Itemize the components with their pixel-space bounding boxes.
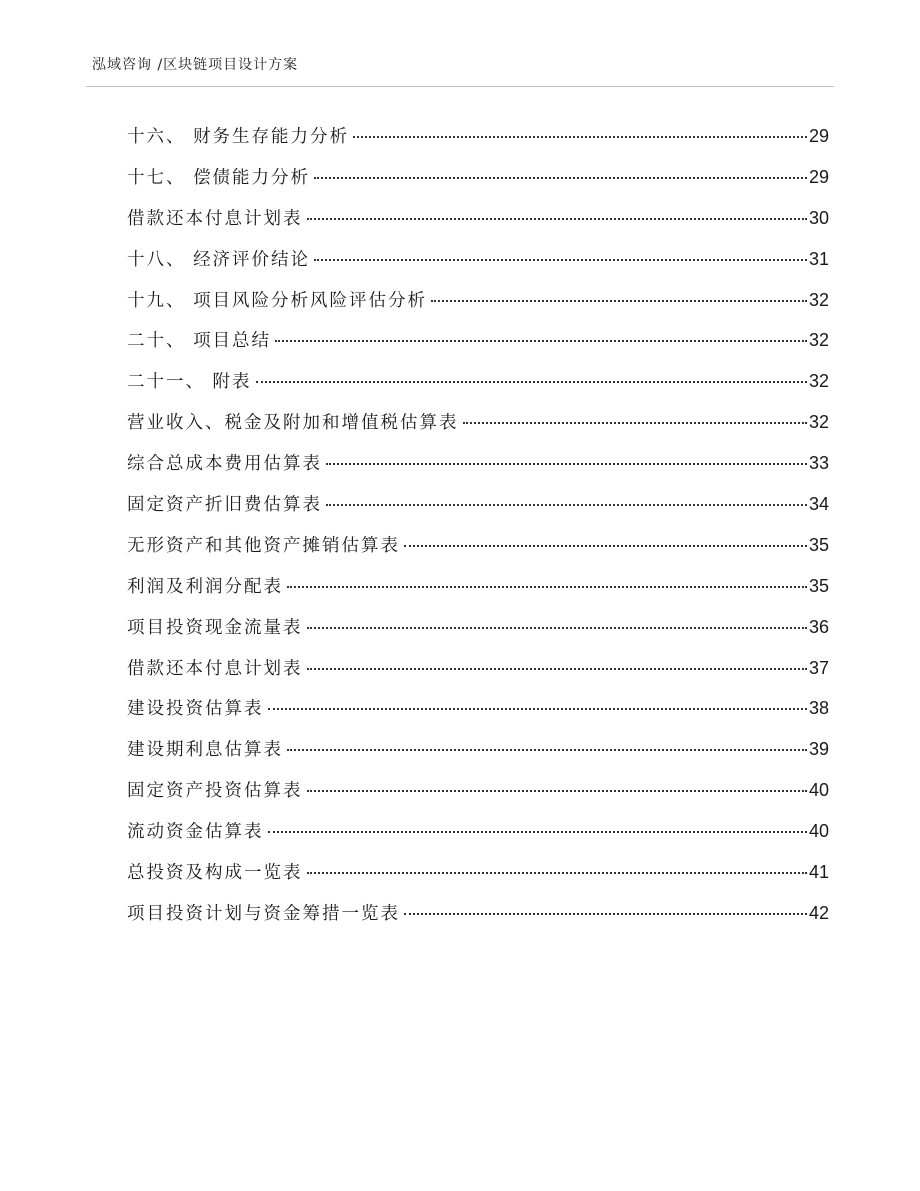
toc-entry[interactable] xyxy=(127,447,829,488)
page-header: 泓域咨询 /区块链项目设计方案 xyxy=(92,57,299,73)
toc-entry-page: 32 xyxy=(808,371,829,392)
toc-leader-dots xyxy=(404,545,807,547)
toc-entry-page: 32 xyxy=(808,289,829,310)
toc-entry-page: 37 xyxy=(808,657,829,678)
toc-entry[interactable] xyxy=(127,365,829,406)
toc-entry[interactable] xyxy=(127,611,829,652)
toc-entry-title: 借款还本付息计划表 xyxy=(127,208,303,229)
toc-entry-title: 二十、 项目总结 xyxy=(127,331,272,352)
table-of-contents xyxy=(127,120,829,938)
toc-entry[interactable] xyxy=(127,284,829,325)
toc-entry-page: 36 xyxy=(808,616,829,637)
toc-leader-dots xyxy=(307,668,807,670)
toc-entry-title: 项目投资计划与资金筹措一览表 xyxy=(127,903,400,924)
toc-leader-dots xyxy=(307,790,807,792)
toc-entry-page: 38 xyxy=(808,698,829,719)
toc-entry[interactable] xyxy=(127,202,829,243)
toc-leader-dots xyxy=(463,422,807,424)
toc-entry-page: 40 xyxy=(808,821,829,842)
toc-entry-title: 建设期利息估算表 xyxy=(127,740,283,761)
toc-entry[interactable] xyxy=(127,856,829,897)
toc-entry-title: 营业收入、税金及附加和增值税估算表 xyxy=(127,413,459,434)
toc-entry-page: 35 xyxy=(808,575,829,596)
toc-entry-title: 总投资及构成一览表 xyxy=(127,863,303,884)
toc-leader-dots xyxy=(275,340,807,342)
toc-entry-page: 34 xyxy=(808,494,829,515)
toc-leader-dots xyxy=(287,749,807,751)
toc-entry-title: 二十一、 附表 xyxy=(127,372,252,393)
toc-leader-dots xyxy=(326,463,807,465)
toc-entry-title: 固定资产投资估算表 xyxy=(127,781,303,802)
toc-leader-dots xyxy=(314,177,807,179)
toc-entry[interactable] xyxy=(127,120,829,161)
toc-leader-dots xyxy=(307,218,807,220)
toc-entry-page: 35 xyxy=(808,534,829,555)
toc-entry-title: 综合总成本费用估算表 xyxy=(127,454,322,475)
toc-leader-dots xyxy=(256,381,807,383)
toc-entry-title: 建设投资估算表 xyxy=(127,699,264,720)
toc-entry-page: 30 xyxy=(808,207,829,228)
toc-entry-title: 十六、 财务生存能力分析 xyxy=(127,127,350,147)
toc-entry-page: 41 xyxy=(808,862,829,883)
toc-leader-dots xyxy=(431,300,807,302)
toc-entry-page: 31 xyxy=(808,248,829,269)
toc-leader-dots xyxy=(287,586,807,588)
toc-entry-page: 29 xyxy=(808,126,829,146)
toc-entry-title: 十九、 项目风险分析风险评估分析 xyxy=(127,290,428,311)
toc-entry-page: 29 xyxy=(808,166,829,187)
toc-entry[interactable] xyxy=(127,652,829,693)
toc-entry[interactable] xyxy=(127,815,829,856)
toc-leader-dots xyxy=(307,627,807,629)
toc-leader-dots xyxy=(268,708,807,710)
toc-entry[interactable] xyxy=(127,570,829,611)
toc-entry[interactable] xyxy=(127,692,829,733)
toc-entry-title: 无形资产和其他资产摊销估算表 xyxy=(127,535,400,556)
toc-entry[interactable] xyxy=(127,529,829,570)
toc-entry-page: 32 xyxy=(808,330,829,351)
toc-entry-page: 42 xyxy=(808,902,829,923)
toc-entry-page: 32 xyxy=(808,412,829,433)
toc-entry-title: 项目投资现金流量表 xyxy=(127,617,303,638)
header-divider xyxy=(86,86,834,87)
toc-entry[interactable] xyxy=(127,488,829,529)
toc-entry[interactable] xyxy=(127,406,829,447)
toc-entry[interactable] xyxy=(127,324,829,365)
toc-leader-dots xyxy=(268,831,807,833)
toc-entry[interactable] xyxy=(127,897,829,938)
toc-entry-title: 借款还本付息计划表 xyxy=(127,658,303,679)
toc-leader-dots xyxy=(314,259,807,261)
toc-entry-title: 十七、 偿债能力分析 xyxy=(127,167,311,188)
toc-entry-title: 利润及利润分配表 xyxy=(127,576,283,597)
toc-entry-title: 十八、 经济评价结论 xyxy=(127,249,311,270)
toc-leader-dots xyxy=(326,504,807,506)
toc-entry-page: 33 xyxy=(808,453,829,474)
toc-entry-title: 固定资产折旧费估算表 xyxy=(127,495,322,516)
toc-entry-page: 39 xyxy=(808,739,829,760)
toc-leader-dots xyxy=(307,872,807,874)
toc-entry-title: 流动资金估算表 xyxy=(127,822,264,843)
toc-leader-dots xyxy=(404,913,807,915)
toc-entry[interactable] xyxy=(127,774,829,815)
toc-entry[interactable] xyxy=(127,733,829,774)
toc-entry[interactable] xyxy=(127,161,829,202)
toc-entry[interactable] xyxy=(127,243,829,284)
toc-leader-dots xyxy=(353,136,807,138)
toc-entry-page: 40 xyxy=(808,780,829,801)
